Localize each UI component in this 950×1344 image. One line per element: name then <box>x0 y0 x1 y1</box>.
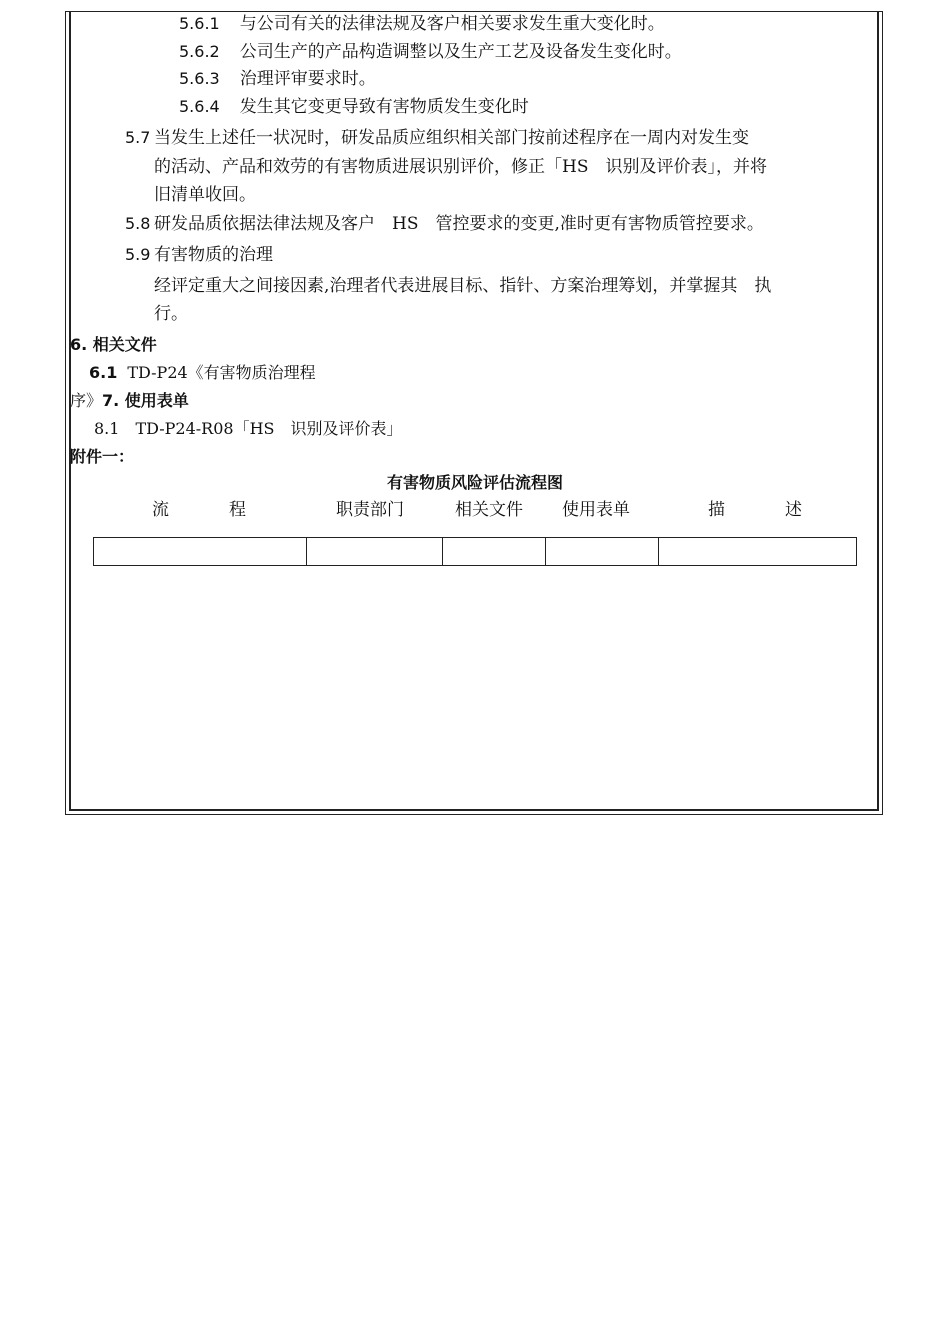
item-5-8-number: 5.8 <box>125 214 151 233</box>
item-5-9-number: 5.9 <box>125 245 151 264</box>
item-5-6-2-number: 5.6.2 <box>179 42 220 61</box>
column-process-b: 程 <box>229 500 246 520</box>
item-8-1: 8.1 TD-P24-R08「HS 识别及评价表」 <box>94 419 403 438</box>
column-dept: 职责部门 <box>336 500 404 520</box>
column-process-a: 流 <box>152 500 169 520</box>
column-forms: 使用表单 <box>562 500 630 520</box>
item-5-6-3 <box>179 68 376 90</box>
item-5-7 <box>125 127 150 149</box>
item-5-6-4 <box>179 96 529 118</box>
column-desc-a: 描 <box>708 500 725 520</box>
item-6-1-text: TD-P24《有害物质治理程 <box>127 363 316 382</box>
item-5-6-1-text: 与公司有关的法律法规及客户相关要求发生重大变化时。 <box>239 14 665 34</box>
item-6-1 <box>89 362 316 384</box>
table-cell-forms <box>546 538 659 566</box>
item-5-6-2 <box>179 41 682 63</box>
section-6-heading: 6. 相关文件 <box>70 335 157 354</box>
item-5-7-line2: 的活动、产品和效劳的有害物质进展识别评价，修正「HS 识别及评价表」，并将 <box>154 157 767 177</box>
item-5-6-4-text: 发生其它变更导致有害物质发生变化时 <box>239 97 529 117</box>
column-desc-b: 述 <box>785 500 802 520</box>
table-cell-docs <box>443 538 546 566</box>
item-5-6-3-text: 治理评审要求时。 <box>239 69 376 89</box>
section-7-heading: 7. 使用表单 <box>102 391 189 410</box>
item-5-7-number: 5.7 <box>125 128 151 147</box>
item-5-7-line1: 当发生上述任一状况时，研发品质应组织相关部门按前述程序在一周内对发生变 <box>154 128 749 148</box>
item-5-6-4-number: 5.6.4 <box>179 97 220 116</box>
item-6-1-number: 6.1 <box>89 363 118 382</box>
item-5-6-3-number: 5.6.3 <box>179 69 220 88</box>
appendix-label: 附件一： <box>70 447 135 466</box>
item-5-6-2-text: 公司生产的产品构造调整以及生产工艺及设备发生变化时。 <box>239 42 682 62</box>
item-5-8-text: 研发品质依据法律法规及客户 HS 管控要求的变更,准时更有害物质管控要求。 <box>154 214 764 234</box>
item-6-1-cont-text: 序》 <box>70 391 103 410</box>
item-5-6-1 <box>179 13 665 35</box>
flow-chart-table <box>93 537 857 566</box>
item-5-9-title: 有害物质的治理 <box>154 245 273 265</box>
item-5-8 <box>125 213 150 235</box>
table-cell-process <box>94 538 307 566</box>
table-cell-dept <box>307 538 443 566</box>
table-row <box>94 538 857 566</box>
table-cell-desc <box>659 538 857 566</box>
column-docs: 相关文件 <box>455 500 523 520</box>
item-6-1-continuation <box>70 390 189 412</box>
item-5-6-1-number: 5.6.1 <box>179 14 220 33</box>
item-5-9-line2: 行。 <box>154 304 188 324</box>
flow-chart-title: 有害物质风险评估流程图 <box>386 473 563 492</box>
item-5-9 <box>125 244 150 266</box>
item-5-9-line1: 经评定重大之间接因素,治理者代表进展目标、指针、方案治理筹划，并掌握其 执 <box>154 276 772 296</box>
item-5-7-line3: 旧清单收回。 <box>154 185 256 205</box>
